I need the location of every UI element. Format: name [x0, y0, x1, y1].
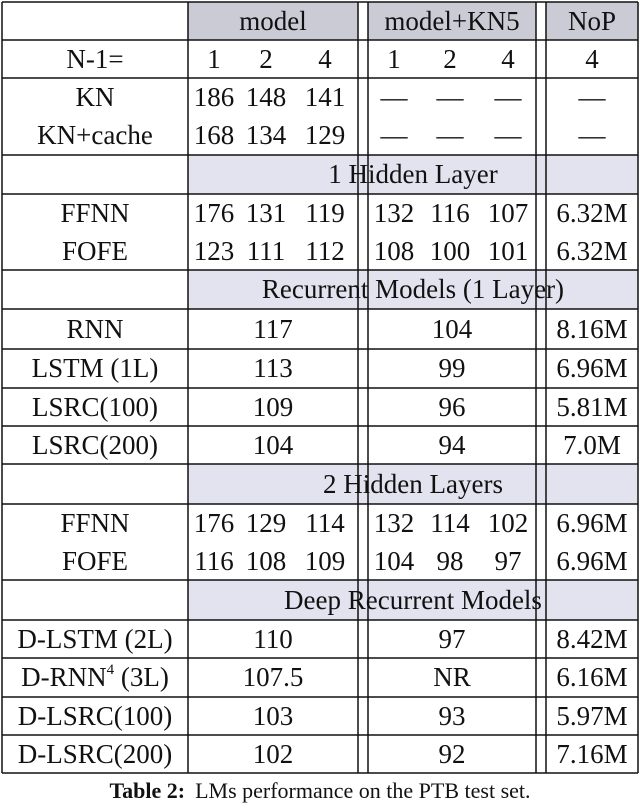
row-name: KN [75, 81, 115, 112]
table-cell: 129 [245, 507, 287, 538]
table-cell: 6.32M [556, 235, 628, 266]
table-cell: 116 [430, 197, 470, 228]
footnote-marker: 4 [106, 662, 115, 678]
table-cell: 97 [438, 623, 466, 654]
order-value: 2 [259, 43, 273, 74]
order-value: 4 [585, 43, 599, 74]
table-cell: 117 [253, 313, 293, 344]
table-cell: 109 [304, 545, 346, 576]
row-name: RNN [66, 313, 124, 344]
table-cell: 7.16M [556, 738, 628, 769]
row-name: LSRC(100) [31, 391, 158, 422]
row-name-suffix: (3L) [114, 662, 169, 692]
section-title: Deep Recurrent Models [284, 584, 542, 615]
row-name: D-LSRC(200) [17, 738, 173, 769]
row-name: D-LSRC(100) [17, 700, 173, 731]
table-cell: 98 [436, 545, 464, 576]
table-cell: — [494, 81, 522, 112]
table-cell: — [436, 120, 464, 150]
table-cell: 6.16M [556, 662, 628, 692]
table-cell: 8.16M [556, 313, 628, 344]
row-name: LSRC(200) [31, 429, 158, 460]
section-title: Recurrent Models (1 Layer) [261, 274, 565, 304]
table-cell: 5.97M [556, 700, 628, 731]
table-cell: 101 [487, 235, 529, 266]
row-name: FFNN [60, 507, 130, 538]
table-cell: 132 [373, 507, 415, 538]
order-value: 2 [443, 43, 457, 74]
table-cell: 100 [429, 235, 471, 266]
row-name: KN+cache [37, 120, 153, 150]
column-group-header: model [239, 5, 307, 36]
table-cell: 132 [373, 197, 415, 228]
table-cell: 114 [430, 507, 470, 538]
order-value: 4 [501, 43, 515, 74]
table-cell: — [436, 81, 464, 112]
row-name [2, 658, 188, 697]
column-group-header: NoP [567, 5, 616, 36]
table-cell: — [578, 81, 606, 112]
column-group-header: model+KN5 [384, 5, 520, 36]
table-cell: 176 [193, 197, 235, 228]
table-cell: 168 [193, 120, 235, 150]
table-cell: 141 [304, 81, 346, 112]
section-title: 2 Hidden Layers [323, 468, 503, 499]
table-cell: 7.0M [563, 429, 621, 460]
table-cell: 134 [245, 120, 287, 150]
table-cell: 97 [494, 545, 522, 576]
order-label: N-1= [66, 43, 124, 74]
table-cell: 176 [193, 507, 235, 538]
table-cell: 110 [253, 623, 293, 654]
table-cell: 103 [252, 700, 294, 731]
table-cell: — [494, 120, 522, 150]
section-title: 1 Hidden Layer [328, 159, 498, 189]
table-cell: 109 [252, 391, 294, 422]
table-cell: 102 [252, 738, 294, 769]
table-cell: 112 [305, 235, 345, 266]
table-cell: 129 [304, 120, 346, 150]
table-cell: 108 [373, 235, 415, 266]
row-name: FFNN [60, 197, 130, 228]
order-value: 1 [387, 43, 401, 74]
table-cell: 6.96M [556, 545, 628, 576]
order-value: 4 [318, 43, 332, 74]
table-cell: — [380, 81, 408, 112]
row-name: LSTM (1L) [31, 353, 159, 383]
table-cell: 92 [438, 738, 466, 769]
table-cell: 116 [194, 545, 234, 576]
table-cell: 5.81M [556, 391, 628, 422]
table-cell: 96 [438, 391, 466, 422]
table-cell: 6.32M [556, 197, 628, 228]
table-cell: 104 [431, 313, 473, 344]
table-cell: — [380, 120, 408, 150]
table-cell: 104 [373, 545, 415, 576]
table-cell: 131 [245, 197, 287, 228]
table-cell: 114 [305, 507, 345, 538]
table-cell: — [578, 120, 606, 150]
table-cell: 113 [253, 353, 293, 383]
row-name: D-LSTM (2L) [17, 623, 173, 654]
table-cell: 104 [252, 429, 294, 460]
table-cell: 107 [487, 197, 529, 228]
row-name: FOFE [61, 235, 129, 266]
table-cell: 123 [193, 235, 235, 266]
table-cell: 107.5 [242, 662, 304, 692]
table-cell: 108 [245, 545, 287, 576]
table-cell: 148 [245, 81, 287, 112]
table-cell: 119 [305, 197, 345, 228]
table-cell: 99 [438, 353, 466, 383]
caption-text: LMs performance on the PTB test set. [195, 778, 531, 803]
table-cell: 8.42M [556, 623, 628, 654]
table-cell: 102 [487, 507, 529, 538]
row-name: FOFE [61, 545, 129, 576]
caption-label: Table 2: [109, 778, 186, 803]
table-cell: 111 [246, 235, 286, 266]
table-cell: 186 [193, 81, 235, 112]
order-value: 1 [207, 43, 221, 74]
table-cell: 6.96M [556, 353, 628, 383]
table-cell: 6.96M [556, 507, 628, 538]
row-name-text: D-RNN [21, 662, 107, 692]
table-cell: NR [433, 662, 471, 692]
table-cell: 93 [438, 700, 466, 731]
table-caption [0, 778, 640, 804]
table-cell: 94 [438, 429, 466, 460]
